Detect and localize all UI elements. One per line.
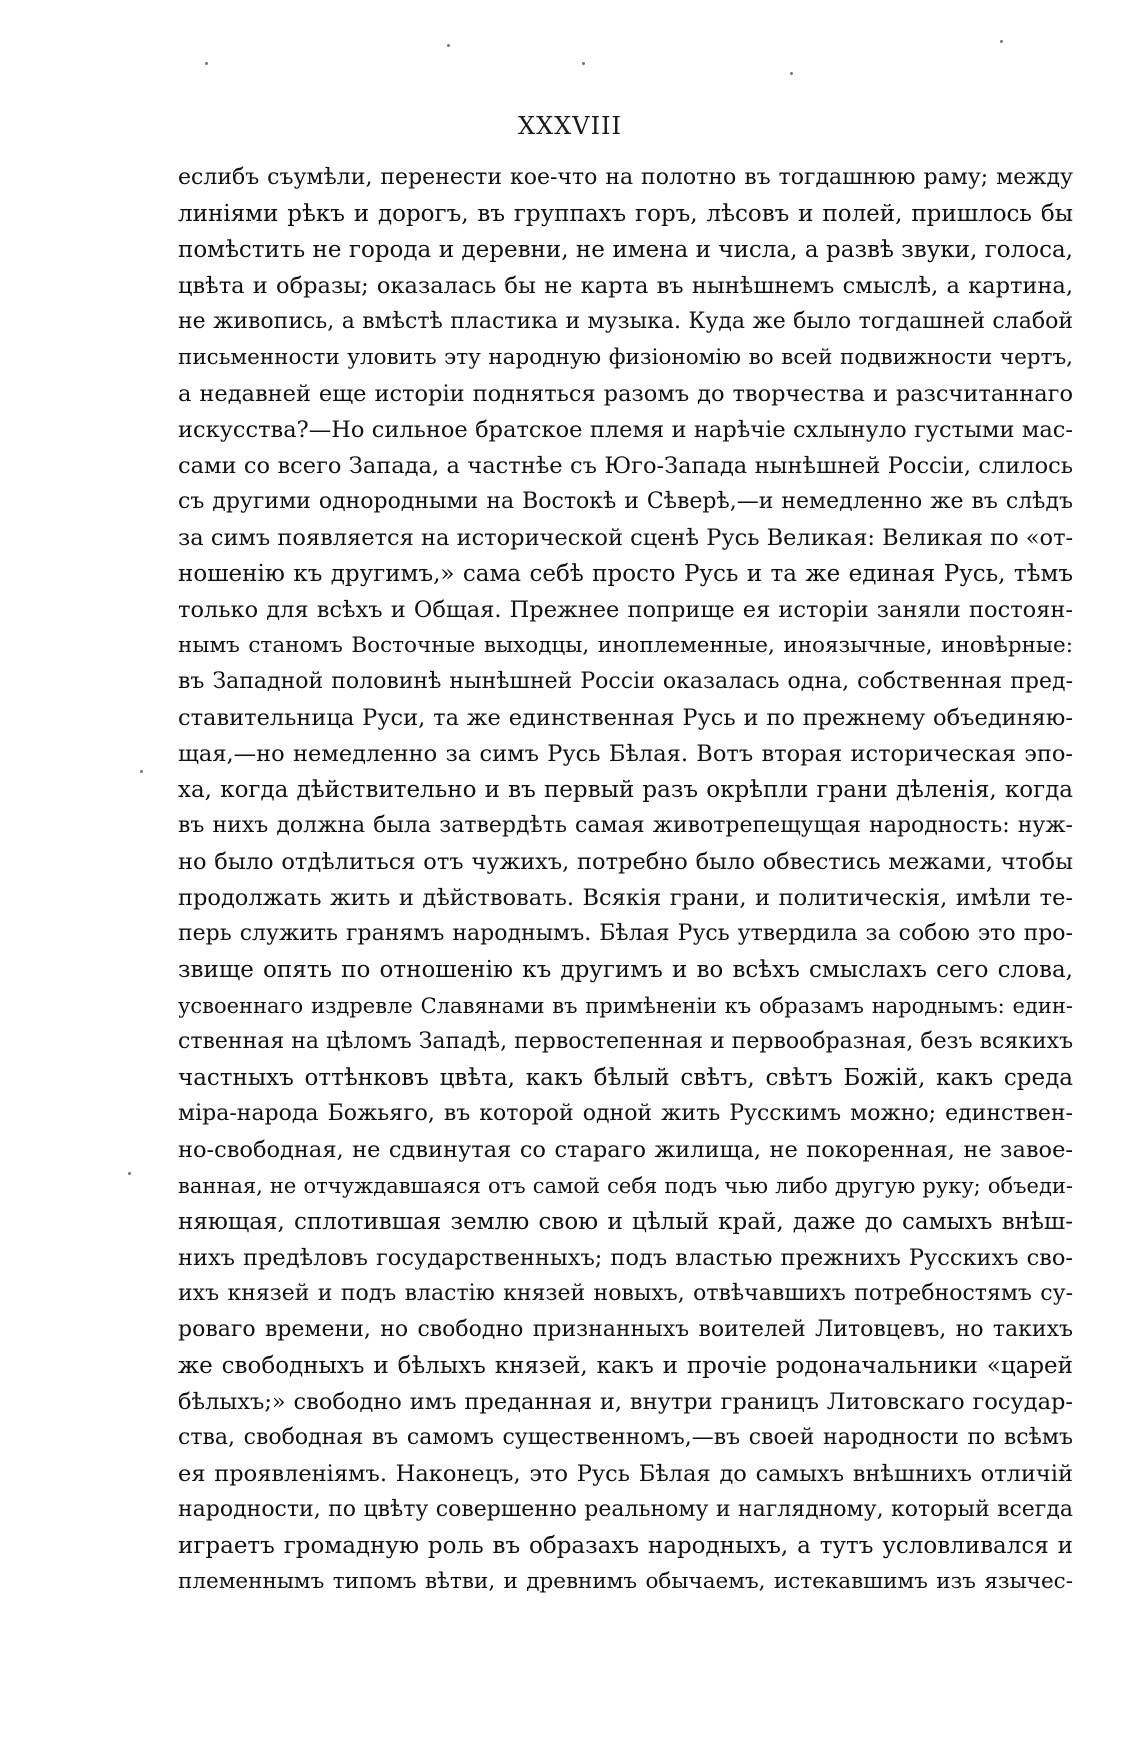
text-line: но-свободная, не сдвинутая со стараго жилища, не покоренная, не завое- — [178, 1137, 1073, 1163]
text-line: ха, когда дѣйствительно и въ первый разъ окрѣпли грани дѣленія, когда — [178, 777, 1073, 803]
text-line: въ нихъ должна была затвердѣть самая животрепещущая народность: нуж- — [178, 813, 1073, 838]
text-line: ства, свободная въ самомъ существенномъ,—въ своей народности по всѣмъ — [178, 1425, 1073, 1450]
text-line: звище опять по отношенію къ другимъ и во всѣхъ смыслахъ сего слова, — [178, 957, 1073, 983]
text-line: еслибъ съумѣли, перенести кое-что на полотно въ тогдашнюю раму; между — [178, 165, 1073, 190]
text-line: искусства?—Но сильное братское племя и нарѣчіе схлынуло густыми мас- — [178, 417, 1073, 443]
text-line: ставительница Руси, та же единственная Русь и по прежнему объединяю- — [178, 705, 1073, 731]
text-line: но было отдѣлиться отъ чужихъ, потребно было обвестись межами, чтобы — [178, 849, 1073, 875]
text-line: нымъ станомъ Восточные выходцы, иноплеменные, иноязычные, иновѣрные: — [178, 633, 1073, 658]
text-line: ванная, не отчуждавшаяся отъ самой себя подъ чью либо другую руку; объеди- — [178, 1174, 1073, 1198]
text-line: за симъ появляется на исторической сценѣ Русь Великая: Великая по «от- — [178, 525, 1073, 551]
text-line: міра-народа Божьяго, въ которой одной жить Русскимъ можно; единствен- — [178, 1101, 1073, 1126]
text-line: письменности уловить эту народную физіономію во всей подвижности чертъ, — [178, 345, 1073, 370]
text-line: нихъ предѣловъ государственныхъ; подъ властью прежнихъ Русскихъ сво- — [178, 1245, 1073, 1271]
text-line: бѣлыхъ;» свободно имъ преданная и, внутри границъ Литовскаго государ- — [178, 1389, 1073, 1415]
text-line: же свободныхъ и бѣлыхъ князей, какъ и прочіе родоначальники «царей — [178, 1353, 1073, 1379]
page-number: XXXVIII — [517, 112, 623, 140]
text-line: ственная на цѣломъ Западѣ, первостепенная и первообразная, безъ всякихъ — [178, 1029, 1073, 1054]
text-line: сами со всего Запада, а частнѣе съ Юго-Запада нынѣшней Россіи, слилось — [178, 453, 1073, 479]
text-line: щая,—но немедленно за симъ Русь Бѣлая. Вотъ вторая историческая эпо- — [178, 741, 1073, 767]
text-line: цвѣта и образы; оказалась бы не карта въ нынѣшнемъ смыслѣ, а картина, — [178, 273, 1073, 299]
text-line: племеннымъ типомъ вѣтви, и древнимъ обычаемъ, истекавшимъ изъ язычес- — [178, 1569, 1073, 1594]
text-line: роваго времени, но свободно признанныхъ воителей Литовцевъ, но такихъ — [178, 1317, 1073, 1342]
text-line: народности, по цвѣту совершенно реальному и наглядному, который всегда — [178, 1497, 1073, 1522]
text-line: перь служить гранямъ народнымъ. Бѣлая Русь утвердила за собою это про- — [178, 921, 1073, 946]
text-line: ихъ князей и подъ властію князей новыхъ, отвѣчавшихъ потребностямъ су- — [178, 1281, 1073, 1306]
text-line: только для всѣхъ и Общая. Прежнее поприще ея исторіи заняли постоян- — [178, 597, 1073, 623]
text-line: съ другими однородными на Востокѣ и Сѣверѣ,—и немедленно же въ слѣдъ — [178, 489, 1073, 514]
text-line: помѣстить не города и деревни, не имена и числа, а развѣ звуки, голоса, — [178, 237, 1073, 263]
text-line: а недавней еще исторіи подняться разомъ до творчества и разсчитаннаго — [178, 381, 1073, 407]
text-line: ея проявленіямъ. Наконецъ, это Русь Бѣлая до самыхъ внѣшнихъ отличій — [178, 1461, 1073, 1487]
body-text — [178, 160, 1073, 1600]
text-line: играетъ громадную роль въ образахъ народныхъ, а тутъ условливался и — [178, 1533, 1073, 1559]
text-line: не живопись, а вмѣстѣ пластика и музыка. Куда же было тогдашней слабой — [178, 309, 1073, 334]
text-line: частныхъ оттѣнковъ цвѣта, какъ бѣлый свѣтъ, свѣтъ Божій, какъ среда — [178, 1065, 1073, 1091]
text-line: въ Западной половинѣ нынѣшней Россіи оказалась одна, собственная пред- — [178, 669, 1073, 694]
text-line: няющая, сплотившая землю свою и цѣлый край, даже до самыхъ внѣш- — [178, 1209, 1073, 1235]
text-line: линіями рѣкъ и дорогъ, въ группахъ горъ, лѣсовъ и полей, пришлось бы — [178, 201, 1073, 227]
text-line: усвоеннаго издревле Славянами въ примѣненіи къ образамъ народнымъ: един- — [178, 994, 1073, 1018]
text-line: ношенію къ другимъ,» сама себѣ просто Русь и та же единая Русь, тѣмъ — [178, 561, 1073, 587]
text-line: продолжать жить и дѣйствовать. Всякія грани, и политическія, имѣли те- — [178, 885, 1073, 911]
